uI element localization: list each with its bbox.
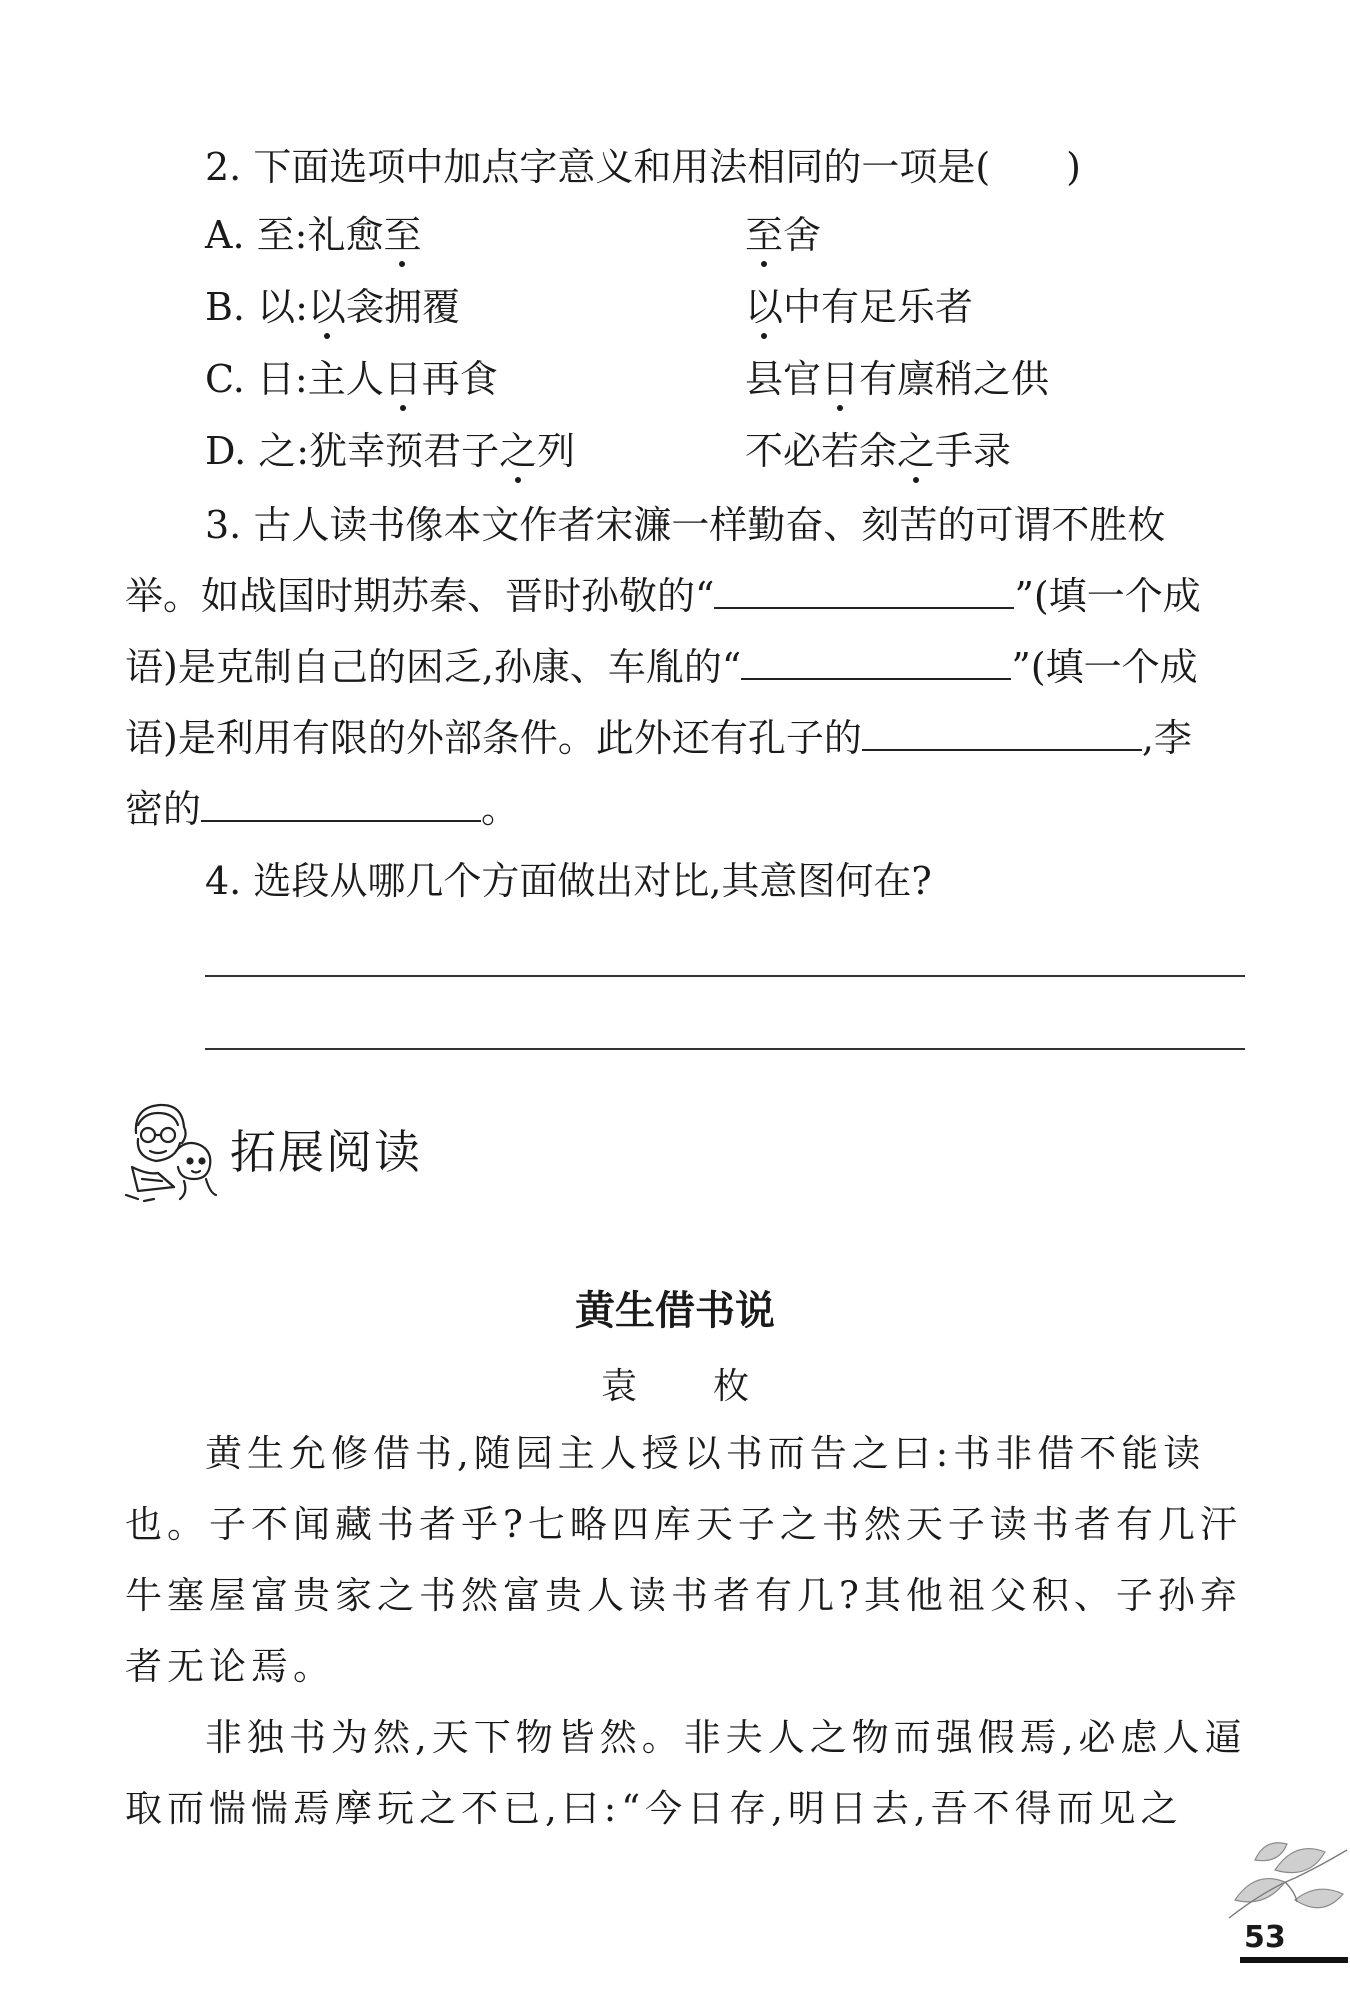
article-line: 黄生允修借书,随园主人授以书而告之曰:书非借不能读: [205, 1432, 1206, 1475]
option-b-left: B. 以:以衾拥覆: [205, 285, 460, 329]
question-3-line-1: 3. 古人读书像本文作者宋濂一样勤奋、刻苦的可谓不胜枚: [205, 503, 1166, 547]
page-number-bar: [1240, 1957, 1348, 1963]
section-title: 拓展阅读: [230, 1125, 422, 1179]
article-line: 非独书为然,天下物皆然。非夫人之物而强假焉,必虑人逼: [205, 1716, 1247, 1759]
article-line: 也。子不闻藏书者乎?七略四库天子之书然天子读书者有几汗: [125, 1503, 1242, 1546]
leaf-decoration-icon: [1225, 1830, 1350, 1925]
question-4-stem: 4. 选段从哪几个方面做出对比,其意图何在?: [205, 859, 932, 903]
question-3-line-2: 举。如战国时期苏秦、晋时孙敬的“ ”(填一个成: [125, 574, 1201, 618]
option-c-left: C. 日:主人日再食: [205, 357, 498, 401]
question-3-line-5: 密的 。: [125, 787, 520, 831]
option-d-right: 不必若余之手录: [745, 429, 1012, 473]
answer-line-2[interactable]: [205, 1048, 1245, 1050]
option-d-left: D. 之:犹幸预君子之列: [205, 429, 576, 473]
article-title: 黄生借书说: [575, 1287, 775, 1334]
option-a-right: 至舍: [745, 213, 822, 257]
article-line: 牛塞屋富贵家之书然富贵人读书者有几?其他祖父积、子孙弃: [125, 1574, 1242, 1617]
article-line: 者无论焉。: [125, 1645, 335, 1688]
reading-kids-icon: [118, 1095, 228, 1205]
option-b-right: 以中有足乐者: [745, 285, 974, 329]
answer-blank-idiom-2[interactable]: [741, 648, 1011, 680]
option-a-left: A. 至:礼愈至: [205, 213, 422, 257]
question-3-line-4: 语)是利用有限的外部条件。此外还有孔子的 ,李: [125, 716, 1192, 760]
page-number: 53: [1244, 1920, 1286, 1955]
answer-blank-confucius[interactable]: [862, 719, 1142, 751]
answer-line-1[interactable]: [205, 975, 1245, 977]
article-author: 袁 枚: [600, 1366, 769, 1407]
answer-blank-idiom-1[interactable]: [714, 577, 1014, 609]
question-2-stem: 2. 下面选项中加点字意义和用法相同的一项是( ): [205, 145, 1081, 189]
option-c-right: 县官日有廪稍之供: [745, 357, 1050, 401]
article-line: 取而惴惴焉摩玩之不已,曰:“今日存,明日去,吾不得而见之: [125, 1787, 1183, 1830]
question-3-line-3: 语)是克制自己的困乏,孙康、车胤的“ ”(填一个成: [125, 645, 1198, 689]
answer-blank-li-mi[interactable]: [201, 790, 481, 822]
